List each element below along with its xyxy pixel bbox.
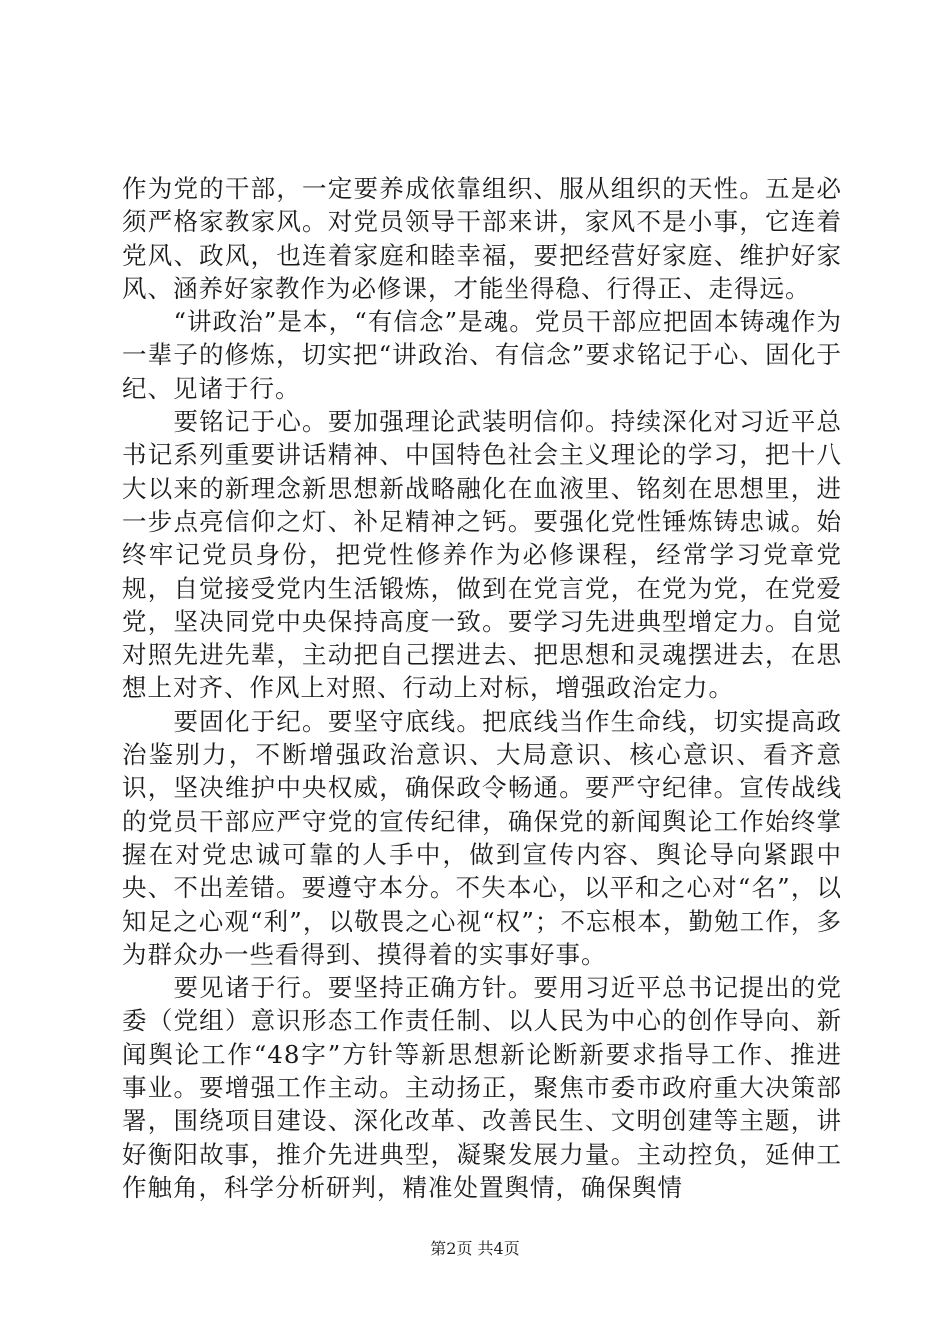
paragraph: 作为党的干部，一定要养成依靠组织、服从组织的天性。五是必须严格家教家风。对党员领导干部来讲，家风不是小事，它连着党风、政风，也连着家庭和睦幸福，要把经营好家庭、维护好家风、涵养好家教作为必修课，才能坐得稳、行得正、走得远。 xyxy=(122,174,842,303)
paragraph: 要铭记于心。要加强理论武装明信仰。持续深化对习近平总书记系列重要讲话精神、中国特色社会主义理论的学习，把十八大以来的新理念新思想新战略融化在血液里、铭刻在思想里，进一步点亮信仰之灯、补足精神之钙。要强化党性锤炼铸忠诚。始终牢记党员身份，把党性修养作为必修课程，经常学习党章党规，自觉接受党内生活锻炼，做到在党言党，在党为党，在党爱党，坚决同党中央保持高度一致。要学习先进典型增定力。自觉对照先进先辈，主动把自己摆进去、把思想和灵魂摆进去，在思想上对齐、作风上对照、行动上对标，增强政治定力。 xyxy=(122,407,842,703)
paragraph: “讲政治”是本，“有信念”是魂。党员干部应把固本铸魂作为一辈子的修炼，切实把“讲政治、有信念”要求铭记于心、固化于纪、见诸于行。 xyxy=(122,307,842,403)
document-body xyxy=(122,172,842,1204)
page-number-footer: 第2页 共4页 xyxy=(430,1239,520,1258)
paragraph: 要固化于纪。要坚守底线。把底线当作生命线，切实提高政治鉴别力，不断增强政治意识、大局意识、核心意识、看齐意识，坚决维护中央权威，确保政令畅通。要严守纪律。宣传战线的党员干部应严守党的宣传纪律，确保党的新闻舆论工作始终掌握在对党忠诚可靠的人手中，做到宣传内容、舆论导向紧跟中央、不出差错。要遵守本分。不失本心，以平和之心对“名”，以知足之心观“利”，以敬畏之心视“权”；不忘根本，勤勉工作，多为群众办一些看得到、摸得着的实事好事。 xyxy=(122,706,842,969)
paragraph: 要见诸于行。要坚持正确方针。要用习近平总书记提出的党委（党组）意识形态工作责任制、以人民为中心的创作导向、新闻舆论工作“48字”方针等新思想新论断新要求指导工作、推进事业。要增强工作主动。主动扬正，聚焦市委市政府重大决策部署，围绕项目建设、深化改革、改善民生、文明创建等主题，讲好衡阳故事，推介先进典型，凝聚发展力量。主动控负，延伸工作触角，科学分析研判，精准处置舆情，确保舆情 xyxy=(122,973,842,1202)
